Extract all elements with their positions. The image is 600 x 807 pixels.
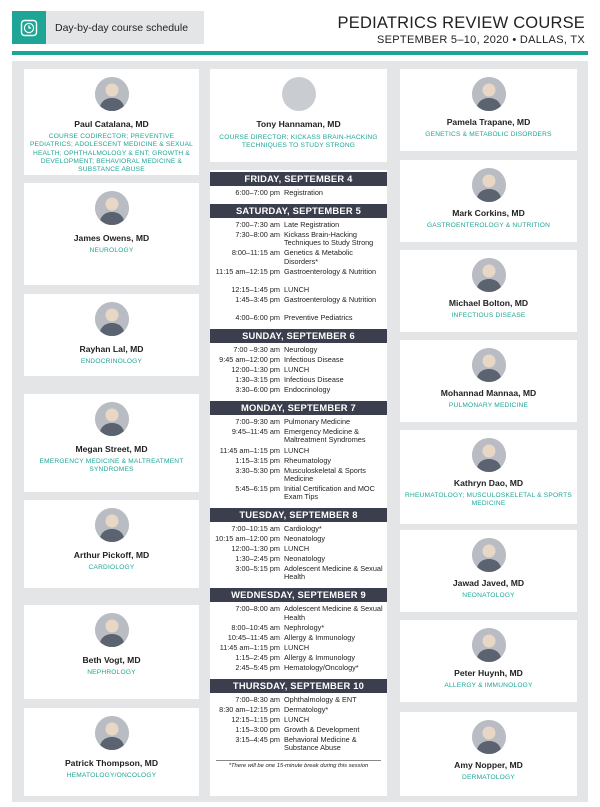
schedule-event: [210, 346, 387, 354]
avatar: [472, 348, 506, 382]
schedule-event: [210, 457, 387, 465]
event-title: Neurology: [284, 345, 318, 355]
faculty-role: PULMONARY MEDICINE: [448, 402, 529, 409]
event-title: Pulmonary Medicine: [284, 417, 351, 427]
schedule-footnote: *There will be one 15-minute break during this session: [228, 763, 369, 769]
faculty-name: Amy Nopper, MD: [454, 760, 523, 770]
event-time: 11:45 am–1:15 pm: [219, 445, 280, 455]
faculty-card: [400, 69, 577, 151]
schedule-event: [210, 555, 387, 563]
schedule-event: [210, 447, 387, 455]
faculty-card-course-director: [210, 69, 387, 162]
faculty-name: Michael Bolton, MD: [448, 298, 529, 308]
schedule-event: [210, 249, 387, 266]
event-time: 7:00 –9:30 am: [233, 345, 280, 355]
event-time: 7:30–8:00 am: [235, 230, 280, 239]
event-title: Dermatology*: [284, 704, 329, 714]
event-title: LUNCH: [284, 284, 310, 294]
schedule-event: [210, 696, 387, 704]
event-title: Behavioral Medicine & Substance Abuse: [284, 734, 357, 752]
avatar: [472, 258, 506, 292]
event-time: 9:45–11:45 am: [231, 427, 280, 437]
footnote-divider: [216, 760, 381, 761]
event-title: Late Registration: [284, 220, 340, 229]
schedule-event: [210, 565, 387, 582]
schedule-event: [210, 189, 387, 197]
event-time: 11:15 am–12:15 pm: [215, 266, 280, 276]
avatar: [95, 402, 129, 436]
event-time: 1:45–3:45 pm: [235, 294, 280, 304]
faculty-name: Rayhan Lal, MD: [79, 344, 144, 354]
event-time: 3:00–5:15 pm: [235, 564, 280, 574]
faculty-name: Beth Vogt, MD: [82, 655, 141, 665]
schedule-tab: [12, 11, 204, 44]
event-title: Emergency Medicine & Maltreatment Syndromes: [284, 427, 366, 445]
schedule-event: [210, 664, 387, 672]
faculty-card: [400, 620, 577, 702]
event-title: Infectious Disease: [284, 375, 344, 385]
event-time: 1:30–3:15 pm: [235, 375, 280, 385]
event-time: 9:45 am–12:00 pm: [219, 355, 280, 365]
schedule-event: [210, 644, 387, 652]
event-title: Infectious Disease: [284, 355, 344, 365]
faculty-name: Tony Hannaman, MD: [256, 119, 341, 129]
event-title: LUNCH: [284, 365, 310, 375]
schedule-event: [210, 296, 387, 313]
course-dates: SEPTEMBER 5–10, 2020 • DALLAS, TX: [377, 34, 585, 46]
event-title: Neonatology: [284, 534, 325, 544]
schedule-event: [210, 535, 387, 543]
faculty-role: HEMATOLOGY/ONCOLOGY: [66, 772, 157, 779]
faculty-role: COURSE DIRECTOR; KICKASS BRAIN-HACKING TECHNIQUES TO STUDY STRONG: [219, 134, 378, 150]
faculty-card: [24, 605, 199, 699]
schedule-event: [210, 356, 387, 364]
faculty-name: Pamela Trapane, MD: [446, 117, 531, 127]
event-time: 8:30 am–12:15 pm: [219, 704, 280, 714]
schedule-event: [210, 428, 387, 445]
faculty-name: Paul Catalana, MD: [74, 119, 149, 129]
faculty-card: [24, 69, 199, 175]
event-title: Cardiology*: [284, 524, 322, 534]
day-header: MONDAY, SEPTEMBER 7: [210, 401, 387, 415]
event-time: 5:45–6:15 pm: [235, 483, 280, 493]
event-title: Allergy & Immunology: [284, 652, 355, 662]
faculty-card: [400, 430, 577, 524]
event-time: 7:00–10:15 am: [231, 524, 280, 534]
event-title: LUNCH: [284, 544, 310, 554]
faculty-role: EMERGENCY MEDICINE & MALTREATMENT SYNDROMES: [39, 458, 184, 474]
faculty-role: INFECTIOUS DISEASE: [451, 312, 526, 319]
event-time: 1:15–3:00 pm: [235, 724, 280, 734]
event-time: 3:15–4:45 pm: [235, 734, 280, 744]
schedule-event: [210, 221, 387, 229]
event-title: Ophthalmology & ENT: [284, 694, 357, 704]
faculty-name: Kathryn Dao, MD: [453, 478, 524, 488]
faculty-role: ENDOCRINOLOGY: [80, 358, 143, 365]
faculty-role: GASTROENTEROLOGY & NUTRITION: [426, 222, 551, 229]
avatar: [95, 613, 129, 647]
schedule-event: [210, 418, 387, 426]
avatar: [472, 538, 506, 572]
faculty-role: CARDIOLOGY: [88, 564, 135, 571]
schedule-panel: [210, 170, 387, 796]
event-title: Hematology/Oncology*: [284, 662, 359, 672]
avatar: [472, 720, 506, 754]
faculty-name: Patrick Thompson, MD: [64, 758, 159, 768]
schedule-event: [210, 314, 387, 322]
event-time: 10:45–11:45 am: [227, 632, 280, 642]
schedule-tab-label: Day-by-day course schedule: [55, 21, 189, 34]
schedule-event: [210, 376, 387, 384]
schedule-event: [210, 736, 387, 753]
schedule-event: [210, 706, 387, 714]
event-title: Gastroenterology & Nutrition: [284, 266, 377, 276]
faculty-role: ALLERGY & IMMUNOLOGY: [444, 682, 533, 689]
avatar: [472, 438, 506, 472]
event-title: Initial Certification and MOC Exam Tips: [284, 483, 375, 502]
faculty-card: [24, 183, 199, 285]
event-title: Gastroenterology & Nutrition: [284, 294, 377, 304]
event-time: 11:45 am–1:15 pm: [219, 642, 280, 652]
event-title: Preventive Pediatrics: [284, 313, 353, 323]
faculty-role: NEUROLOGY: [89, 247, 134, 254]
event-time: 7:00–8:30 am: [235, 694, 280, 704]
schedule-event: [210, 634, 387, 642]
event-time: 7:00–7:30 am: [235, 220, 280, 229]
schedule-event: [210, 605, 387, 622]
event-title: LUNCH: [284, 445, 310, 455]
event-title: Growth & Development: [284, 724, 360, 734]
faculty-role: DERMATOLOGY: [462, 774, 515, 781]
faculty-role: RHEUMATOLOGY; MUSCULOSKELETAL & SPORTS MEDICINE: [405, 492, 572, 508]
faculty-role: GENETICS & METABOLIC DISORDERS: [425, 131, 552, 138]
event-title: Musculoskeletal & Sports Medicine: [284, 465, 366, 483]
faculty-card: [400, 712, 577, 796]
faculty-name: Arthur Pickoff, MD: [73, 550, 150, 560]
day-header: THURSDAY, SEPTEMBER 10: [210, 679, 387, 693]
schedule-event: [210, 467, 387, 484]
schedule-event: [210, 268, 387, 285]
schedule-event: [210, 231, 387, 248]
schedule-event: [210, 716, 387, 724]
schedule-event: [210, 726, 387, 734]
event-time: 8:00–10:45 am: [231, 622, 280, 632]
event-time: 1:15–2:45 pm: [235, 652, 280, 662]
schedule-event: [210, 525, 387, 533]
clock-icon: [12, 11, 46, 44]
event-title: LUNCH: [284, 642, 310, 652]
event-title: Rheumatology: [284, 455, 332, 465]
header-divider: [12, 51, 588, 55]
schedule-event: [210, 485, 387, 502]
event-title: LUNCH: [284, 714, 310, 724]
event-time: 1:30–2:45 pm: [235, 554, 280, 564]
faculty-card: [400, 250, 577, 332]
day-header: SATURDAY, SEPTEMBER 5: [210, 204, 387, 218]
avatar: [472, 628, 506, 662]
faculty-name: Jawad Javed, MD: [452, 578, 525, 588]
schedule-event: [210, 545, 387, 553]
schedule-event: [210, 386, 387, 394]
schedule-event: [210, 366, 387, 374]
course-title-block: [338, 14, 585, 46]
event-time: 12:15–1:15 pm: [231, 714, 280, 724]
avatar: [95, 302, 129, 336]
day-header: TUESDAY, SEPTEMBER 8: [210, 508, 387, 522]
event-time: 4:00–6:00 pm: [235, 313, 280, 323]
event-time: 6:00–7:00 pm: [235, 188, 280, 197]
faculty-card: [24, 500, 199, 588]
event-title: Neonatology: [284, 554, 325, 564]
event-time: 2:45–5:45 pm: [235, 662, 280, 672]
day-header: FRIDAY, SEPTEMBER 4: [210, 172, 387, 186]
event-time: 12:15–1:45 pm: [231, 284, 280, 294]
faculty-card: [24, 394, 199, 492]
event-time: 3:30–5:30 pm: [235, 465, 280, 475]
avatar: [282, 77, 316, 111]
event-time: 7:00–8:00 am: [235, 604, 280, 614]
faculty-name: Mark Corkins, MD: [452, 208, 525, 218]
faculty-card: [24, 294, 199, 376]
event-title: Nephrology*: [284, 622, 325, 632]
schedule-event: [210, 624, 387, 632]
faculty-card: [400, 530, 577, 612]
faculty-card: [24, 708, 199, 796]
event-title: Registration: [284, 188, 323, 197]
event-time: 1:15–3:15 pm: [235, 455, 280, 465]
event-title: Adolescent Medicine & Sexual Health: [284, 564, 383, 582]
event-time: 7:00–9:30 am: [235, 417, 280, 427]
avatar: [472, 77, 506, 111]
event-time: 12:00–1:30 pm: [231, 544, 280, 554]
faculty-role: NEONATOLOGY: [462, 592, 515, 599]
event-title: Genetics & Metabolic Disorders*: [284, 248, 353, 266]
avatar: [472, 168, 506, 202]
avatar: [95, 77, 129, 111]
faculty-name: Peter Huynh, MD: [454, 668, 523, 678]
faculty-name: Mohannad Mannaa, MD: [440, 388, 537, 398]
schedule-event: [210, 654, 387, 662]
avatar: [95, 716, 129, 750]
course-title: PEDIATRICS REVIEW COURSE: [337, 14, 585, 32]
faculty-name: Megan Street, MD: [75, 444, 148, 454]
day-header: SUNDAY, SEPTEMBER 6: [210, 329, 387, 343]
faculty-role: COURSE CODIRECTOR; PREVENTIVE PEDIATRICS; ADOLESCENT MEDICINE & SEXUAL HEALTH; OPHTHALMOLOGY & ENT; GROWTH & DEVELOPMENT; BEHAVIORAL MEDICINE & SUBSTANCE ABUSE: [29, 133, 194, 174]
event-time: 3:30–6:00 pm: [235, 385, 280, 395]
schedule-event: [210, 286, 387, 294]
avatar: [95, 191, 129, 225]
event-time: 12:00–1:30 pm: [231, 365, 280, 375]
avatar: [95, 508, 129, 542]
faculty-role: NEPHROLOGY: [87, 669, 136, 676]
faculty-card: [400, 340, 577, 422]
faculty-card: [400, 160, 577, 242]
event-title: Allergy & Immunology: [284, 632, 355, 642]
day-header: WEDNESDAY, SEPTEMBER 9: [210, 588, 387, 602]
event-title: Kickass Brain-Hacking Techniques to Study Strong: [284, 230, 374, 248]
event-time: 8:00–11:15 am: [231, 248, 280, 258]
event-title: Adolescent Medicine & Sexual Health: [284, 604, 383, 622]
faculty-name: James Owens, MD: [73, 233, 150, 243]
event-title: Endocrinology: [284, 385, 331, 395]
event-time: 10:15 am–12:00 pm: [215, 534, 280, 544]
